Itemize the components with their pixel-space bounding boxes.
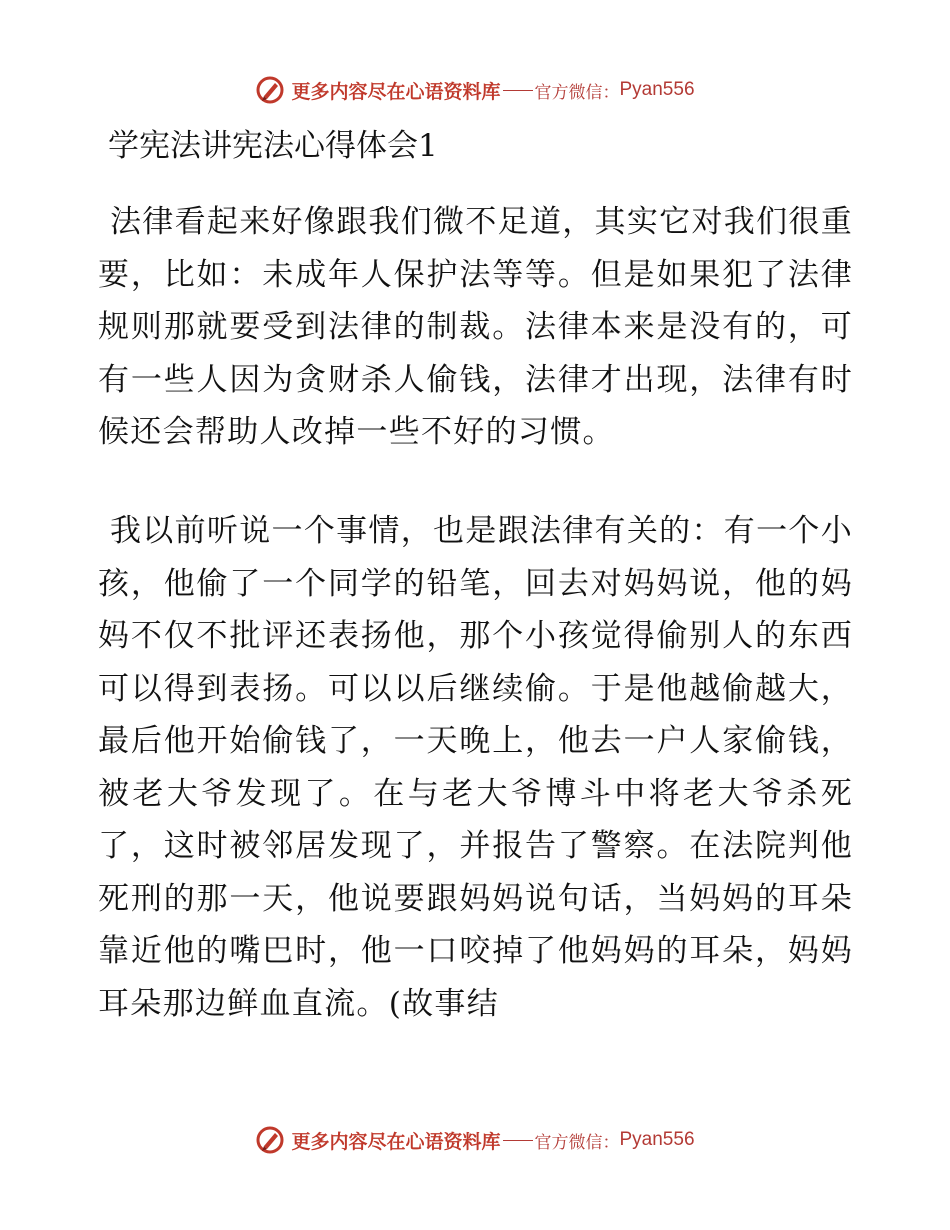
- banner-wechat-id: Pyan556: [619, 1129, 695, 1150]
- document-title: 学宪法讲宪法心得体会1: [108, 128, 438, 164]
- banner-site-text: 更多内容尽在心语资料库: [291, 80, 501, 103]
- banner-wechat-id: Pyan556: [619, 79, 695, 100]
- pen-logo-icon: [255, 75, 285, 105]
- paragraph-2: 我以前听说一个事情，也是跟法律有关的：有一个小孩，他偷了一个同学的铅笔，回去对妈妈说，他的妈妈不仅不批评还表扬他，那个小孩觉得偷别人的东西可以得到表扬。可以以后继续偷。于是他越偷越大，最后他开始偷钱了，一天晚上，他去一户人家偷钱，被老大爷发现了。在与老大爷博斗中将老大爷杀死了，这时被邻居发现了，并报告了警察。在法院判他死刑的那一天，他说要跟妈妈说句话，当妈妈的耳朵靠近他的嘴巴时，他一口咬掉了他妈妈的耳朵，妈妈耳朵那边鲜血直流。(故事结: [98, 513, 853, 1022]
- banner-site-text: 更多内容尽在心语资料库: [291, 1130, 501, 1153]
- banner-divider: [503, 1140, 533, 1141]
- banner-wechat-label: 官方微信：: [534, 82, 620, 103]
- header-banner: [0, 70, 950, 110]
- paragraph-1: 法律看起来好像跟我们微不足道，其实它对我们很重要，比如：未成年人保护法等等。但是如果犯了法律规则那就要受到法律的制裁。法律本来是没有的，可有一些人因为贪财杀人偷钱，法律才出现，法律有时候还会帮助人改掉一些不好的习惯。: [98, 204, 853, 450]
- footer-banner: [0, 1120, 950, 1160]
- banner-wechat-label: 官方微信：: [534, 1132, 620, 1153]
- banner-divider: [503, 90, 533, 91]
- pen-logo-icon: [255, 1125, 285, 1155]
